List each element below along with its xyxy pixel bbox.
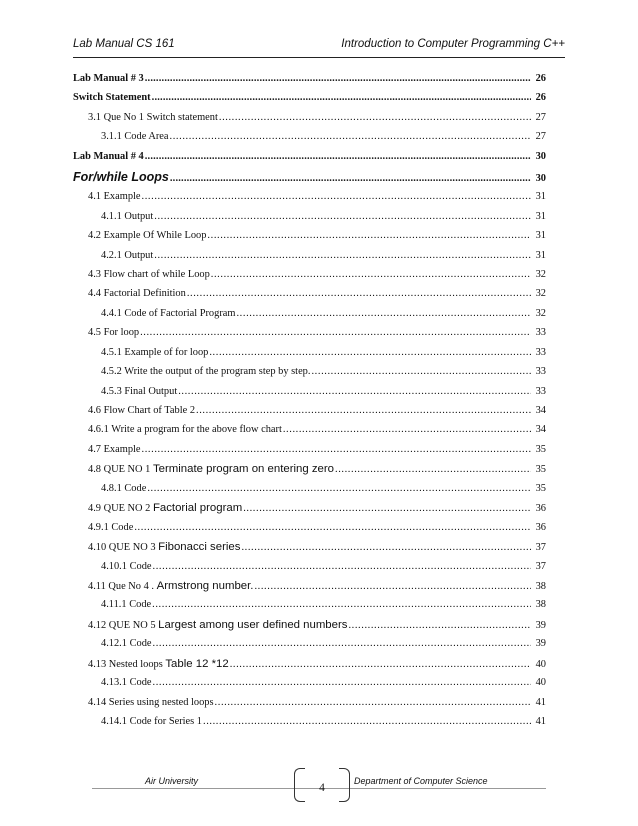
toc-page-number: 31 (535, 230, 546, 242)
toc-entry-title: 4.11 Que No 4 . (88, 580, 157, 592)
header-right-title: Introduction to Computer Programming C++ (341, 38, 565, 50)
toc-dot-leader (236, 308, 531, 319)
toc-entry[interactable] (73, 131, 546, 150)
toc-entry-label (101, 599, 151, 610)
toc-entry-title: 4.1 Example (88, 191, 141, 203)
toc-dot-leader (153, 638, 531, 649)
toc-page-number: 30 (535, 173, 546, 185)
toc-entry-title: Switch Statement (73, 92, 151, 104)
toc-entry-title: 4.4.1 Code of Factorial Program (101, 307, 236, 319)
toc-entry[interactable] (73, 716, 546, 735)
toc-entry-label (88, 580, 253, 592)
toc-entry-title: 4.14 Series using nested loops (88, 696, 214, 708)
toc-entry-label (88, 288, 186, 299)
toc-page-number: 32 (535, 288, 546, 300)
toc-entry[interactable] (73, 73, 546, 92)
toc-entry-title: 4.13.1 Code (101, 677, 152, 689)
toc-page-number: 27 (535, 111, 546, 123)
toc-dot-leader (219, 112, 531, 123)
toc-dot-leader (203, 716, 531, 727)
toc-dot-leader (243, 503, 531, 514)
toc-dot-leader (152, 92, 531, 103)
toc-entry-label (101, 716, 202, 727)
toc-page-number: 26 (535, 92, 546, 104)
toc-entry-title: 4.8 QUE NO 1 (88, 464, 153, 476)
toc-entry-subtitle: Largest among user defined numbers (158, 618, 348, 631)
page-header (73, 38, 565, 54)
toc-entry-label (88, 444, 141, 455)
toc-entry[interactable] (73, 638, 546, 657)
toc-dot-leader (154, 250, 531, 261)
toc-entry-subtitle: Armstrong number. (156, 579, 254, 592)
toc-entry[interactable] (73, 308, 546, 327)
toc-entry-title: 4.10.1 Code (101, 560, 152, 572)
toc-dot-leader (187, 288, 531, 299)
toc-page-number: 35 (535, 482, 546, 494)
toc-entry-label (88, 269, 210, 280)
toc-page-number: 31 (535, 249, 546, 261)
toc-entry-label (101, 211, 153, 222)
toc-page-number: 40 (535, 658, 546, 670)
toc-dot-leader (230, 659, 531, 670)
toc-dot-leader (153, 677, 531, 688)
toc-dot-leader (170, 173, 531, 184)
toc-entry-title: 4.10 QUE NO 3 (88, 542, 159, 554)
footer-department: Department of Computer Science (354, 776, 488, 786)
toc-entry[interactable] (73, 211, 546, 230)
toc-entry[interactable] (73, 405, 546, 424)
toc-page-number: 31 (535, 210, 546, 222)
toc-dot-leader (152, 599, 531, 610)
toc-page-number: 32 (535, 268, 546, 280)
toc-entry-label (101, 250, 153, 261)
toc-entry-label (88, 522, 133, 533)
toc-entry[interactable] (73, 580, 546, 599)
toc-dot-leader (196, 405, 531, 416)
toc-entry[interactable] (73, 366, 546, 385)
header-divider (73, 57, 565, 58)
toc-entry-label (101, 386, 177, 397)
toc-dot-leader (142, 191, 531, 202)
left-bracket-icon (294, 768, 305, 802)
toc-entry-label (88, 230, 206, 241)
toc-entry[interactable] (73, 151, 546, 170)
toc-dot-leader (170, 131, 531, 142)
toc-dot-leader (211, 269, 531, 280)
toc-entry-label (73, 151, 144, 162)
toc-entry-title: 3.1 Que No 1 Switch statement (88, 111, 218, 123)
toc-entry-label (101, 638, 152, 649)
toc-dot-leader (348, 620, 531, 631)
page-number: 4 (319, 782, 325, 794)
toc-entry-title: 4.9.1 Code (88, 521, 134, 533)
toc-page-number: 35 (535, 443, 546, 455)
table-of-contents (73, 73, 546, 735)
toc-entry-title: 4.14.1 Code for Series 1 (101, 716, 203, 727)
toc-entry-label (88, 619, 347, 631)
toc-dot-leader (283, 424, 531, 435)
toc-dot-leader (215, 697, 531, 708)
toc-entry-title: Lab Manual # 3 (73, 73, 144, 84)
toc-page-number: 39 (535, 638, 546, 650)
toc-entry-label (101, 347, 208, 358)
toc-entry[interactable] (73, 483, 546, 502)
toc-entry[interactable] (73, 269, 546, 288)
toc-dot-leader (145, 73, 531, 84)
toc-entry-subtitle: Terminate program on entering zero (152, 463, 335, 476)
toc-page-number: 41 (535, 696, 546, 708)
toc-page-number: 32 (535, 307, 546, 319)
toc-dot-leader (209, 347, 531, 358)
toc-entry[interactable] (73, 170, 546, 191)
toc-entry-label (88, 502, 242, 514)
footer-university: Air University (144, 776, 198, 786)
toc-page-number: 33 (535, 327, 546, 339)
toc-dot-leader (142, 444, 531, 455)
toc-entry-title: 4.9 QUE NO 2 (88, 503, 153, 515)
toc-entry-label (101, 561, 152, 572)
toc-entry[interactable] (73, 191, 546, 210)
toc-page-number: 41 (535, 716, 546, 727)
toc-page-number: 36 (535, 503, 546, 515)
header-left-title: Lab Manual CS 161 (73, 38, 175, 50)
toc-entry-title: 4.5 For loop (88, 327, 140, 339)
toc-dot-leader (134, 522, 531, 533)
toc-entry-label (88, 327, 139, 338)
toc-entry-title: 4.5.1 Example of for loop (101, 346, 209, 358)
toc-entry-label (88, 697, 214, 708)
toc-entry[interactable] (73, 424, 546, 443)
toc-entry[interactable] (73, 561, 546, 580)
toc-entry[interactable] (73, 92, 546, 111)
right-bracket-icon (339, 768, 350, 802)
toc-page-number: 31 (535, 191, 546, 203)
toc-entry[interactable] (73, 619, 546, 638)
toc-entry[interactable] (73, 697, 546, 716)
toc-page-number: 37 (535, 542, 546, 554)
toc-entry[interactable] (73, 463, 546, 482)
toc-page-number: 36 (535, 521, 546, 533)
toc-entry-title: 4.12 QUE NO 5 (88, 619, 159, 631)
toc-page-number: 27 (535, 131, 546, 143)
page-footer (92, 772, 546, 806)
toc-page-number: 33 (535, 366, 546, 378)
toc-page-number: 35 (535, 464, 546, 476)
toc-entry[interactable] (73, 112, 546, 131)
toc-entry-label (73, 73, 144, 84)
toc-dot-leader (140, 327, 531, 338)
toc-page-number: 40 (535, 677, 546, 689)
toc-entry-label (88, 424, 282, 435)
toc-entry-title: 3.1.1 Code Area (101, 131, 169, 143)
toc-entry-label (101, 677, 152, 688)
toc-dot-leader (178, 386, 531, 397)
toc-page-number: 38 (535, 599, 546, 611)
toc-entry-title: 4.2 Example Of While Loop (88, 230, 207, 242)
toc-page-number: 34 (535, 405, 546, 416)
toc-entry-title: 4.4 Factorial Definition (88, 288, 186, 300)
toc-page-number: 39 (535, 619, 546, 631)
toc-dot-leader (311, 366, 531, 377)
toc-entry[interactable] (73, 230, 546, 249)
toc-entry-label (88, 191, 141, 202)
toc-entry-subtitle: Factorial program (152, 502, 243, 515)
toc-dot-leader (335, 464, 531, 475)
toc-entry-title: 4.1.1 Output (101, 210, 154, 222)
toc-entry[interactable] (73, 347, 546, 366)
toc-entry-title: 4.12.1 Code (101, 638, 152, 650)
toc-dot-leader (241, 542, 531, 553)
toc-entry[interactable] (73, 677, 546, 696)
toc-entry-title: 4.7 Example (88, 443, 141, 455)
toc-entry[interactable] (73, 444, 546, 463)
toc-entry-label (101, 308, 235, 319)
toc-entry[interactable] (73, 288, 546, 307)
toc-entry-label (88, 658, 229, 670)
toc-entry-label (88, 463, 334, 475)
toc-entry[interactable] (73, 327, 546, 346)
toc-page-number: 37 (535, 560, 546, 572)
toc-entry-label (73, 170, 169, 184)
toc-dot-leader (154, 211, 531, 222)
toc-entry[interactable] (73, 386, 546, 405)
toc-entry-label (101, 366, 310, 377)
toc-entry-label (88, 405, 195, 416)
toc-entry[interactable] (73, 250, 546, 269)
toc-entry-label (88, 112, 218, 123)
toc-entry[interactable] (73, 522, 546, 541)
toc-entry-title: 4.13 Nested loops (88, 658, 166, 670)
toc-entry-label (101, 483, 146, 494)
toc-entry-subtitle: Fibonacci series (158, 541, 241, 554)
toc-page-number: 38 (535, 580, 546, 592)
toc-page-number: 34 (535, 424, 546, 436)
toc-entry-title: For/while Loops (73, 170, 169, 185)
toc-entry-title: 4.8.1 Code (101, 482, 147, 494)
toc-entry-title: 4.6.1 Write a program for the above flow chart (88, 424, 282, 436)
toc-entry-label (101, 131, 169, 142)
toc-dot-leader (147, 483, 531, 494)
toc-entry[interactable] (73, 541, 546, 560)
toc-entry-title: Lab Manual # 4 (73, 150, 144, 162)
toc-entry[interactable] (73, 599, 546, 618)
toc-entry-title: 4.2.1 Output (101, 249, 154, 261)
toc-entry-title: 4.5.2 Write the output of the program step by step. (101, 366, 311, 378)
toc-entry-title: 4.11.1 Code (101, 599, 152, 611)
toc-entry-label (73, 92, 151, 103)
toc-entry-title: 4.3 Flow chart of while Loop (88, 268, 210, 280)
toc-entry-subtitle: Table 12 *12 (165, 657, 229, 670)
toc-page-number: 33 (535, 346, 546, 358)
toc-page-number: 30 (535, 150, 546, 162)
toc-dot-leader (153, 561, 531, 572)
toc-entry[interactable] (73, 502, 546, 521)
toc-dot-leader (254, 581, 531, 592)
toc-dot-leader (207, 230, 531, 241)
toc-page-number: 33 (535, 385, 546, 397)
toc-entry-label (88, 541, 240, 553)
toc-entry[interactable] (73, 658, 546, 677)
toc-entry-title: 4.5.3 Final Output (101, 385, 178, 397)
toc-dot-leader (145, 151, 531, 162)
toc-page-number: 26 (535, 73, 546, 84)
toc-entry-title: 4.6 Flow Chart of Table 2 (88, 405, 196, 416)
